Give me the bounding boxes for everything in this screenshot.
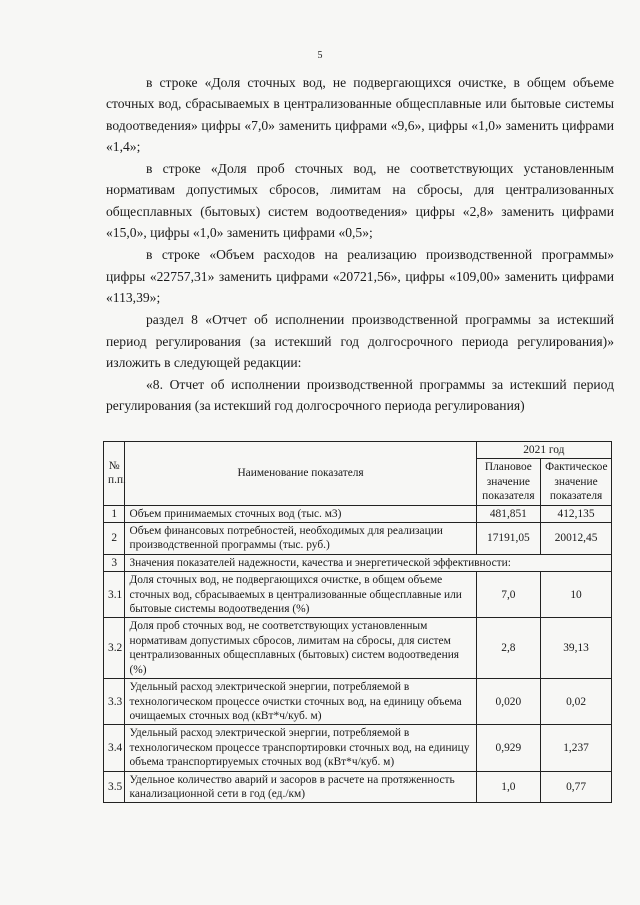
row-plan-value: 481,851	[476, 505, 540, 522]
row-name: Значения показателей надежности, качества и энергетической эффективности:	[125, 554, 612, 571]
row-plan-value: 17191,05	[476, 523, 540, 555]
table-row	[104, 771, 612, 803]
row-plan-value: 1,0	[476, 771, 540, 803]
row-name: Удельный расход электрической энергии, потребляемой в технологическом процессе очистки сточных вод, на единицу объема очищаемых сточных вод (кВт*ч/куб. м)	[125, 679, 476, 725]
row-fact-value: 10	[541, 572, 612, 618]
table-header-row	[104, 442, 612, 459]
table-body	[104, 505, 612, 803]
row-fact-value: 0,02	[541, 679, 612, 725]
page-number: 5	[317, 50, 323, 61]
row-fact-value: 39,13	[541, 618, 612, 679]
row-fact-value: 20012,45	[541, 523, 612, 555]
row-fact-value: 412,135	[541, 505, 612, 522]
table-row	[104, 572, 612, 618]
table-row	[104, 505, 612, 522]
row-fact-value: 1,237	[541, 725, 612, 771]
row-fact-value: 0,77	[541, 771, 612, 803]
row-plan-value: 0,020	[476, 679, 540, 725]
table-row	[104, 679, 612, 725]
row-num: 3.4	[104, 725, 125, 771]
header-num: № п.п.	[104, 442, 125, 506]
row-name: Доля сточных вод, не подвергающихся очистке, в общем объеме сточных вод, сбрасываемых в централизованные общесплавные или бытовые системы водоотведения (%)	[125, 572, 476, 618]
row-num: 3.3	[104, 679, 125, 725]
header-name: Наименование показателя	[125, 442, 476, 506]
table-row	[104, 523, 612, 555]
paragraph-2: в строке «Доля проб сточных вод, не соответствующих установленным нормативам допустимых сбросов, лимитам на сбросы, для централизованных общесплавных (бытовых) систем водоотведения» цифры «2,8» заменить цифрами «15,0», цифры «1,0» заменить цифрами «0,5»;	[106, 161, 614, 241]
row-plan-value: 2,8	[476, 618, 540, 679]
row-name: Доля проб сточных вод, не соответствующих установленным нормативам допустимых сбросов, лимитам на сбросы, для систем централизованных общесплавных (бытовых) систем водоотведения (%)	[125, 618, 476, 679]
row-num: 2	[104, 523, 125, 555]
row-plan-value: 0,929	[476, 725, 540, 771]
report-table	[103, 441, 612, 803]
paragraph-1: в строке «Доля сточных вод, не подвергающихся очистке, в общем объеме сточных вод, сбрасываемых в централизованные общесплавные или бытовые системы водоотведения» цифры «7,0» заменить цифрами «9,6», цифры «1,0» заменить цифрами «1,4»;	[106, 75, 614, 154]
paragraph-4: раздел 8 «Отчет об исполнении производственной программы за истекший период регулирования (за истекший год долгосрочного периода регулирования)» изложить в следующей редакции:	[106, 312, 614, 370]
row-name: Удельный расход электрической энергии, потребляемой в технологическом процессе транспортировки сточных вод, на единицу объема транспортируемых сточных вод (кВт*ч/куб. м)	[125, 725, 476, 771]
header-year: 2021 год	[476, 442, 611, 459]
document-body	[106, 72, 614, 417]
row-name: Удельное количество аварий и засоров в расчете на протяженность канализационной сети в год (ед./км)	[125, 771, 476, 803]
table-row	[104, 554, 612, 571]
table-row	[104, 618, 612, 679]
row-name: Объем принимаемых сточных вод (тыс. м3)	[125, 505, 476, 522]
table-row	[104, 725, 612, 771]
row-name: Объем финансовых потребностей, необходимых для реализации производственной программы (тыс. руб.)	[125, 523, 476, 555]
section-heading: «8. Отчет об исполнении производственной программы за истекший период регулирования (за истекший год долгосрочного периода регулирования)	[106, 377, 614, 414]
header-plan: Плановое значение показателя	[476, 459, 540, 505]
row-num: 3	[104, 554, 125, 571]
row-plan-value: 7,0	[476, 572, 540, 618]
row-num: 3.1	[104, 572, 125, 618]
paragraph-3: в строке «Объем расходов на реализацию производственной программы» цифры «22757,31» заменить цифрами «20721,56», цифры «109,00» заменить цифрами «113,39»;	[106, 247, 614, 305]
row-num: 3.2	[104, 618, 125, 679]
row-num: 1	[104, 505, 125, 522]
header-fact: Фактическое значение показателя	[541, 459, 612, 505]
row-num: 3.5	[104, 771, 125, 803]
